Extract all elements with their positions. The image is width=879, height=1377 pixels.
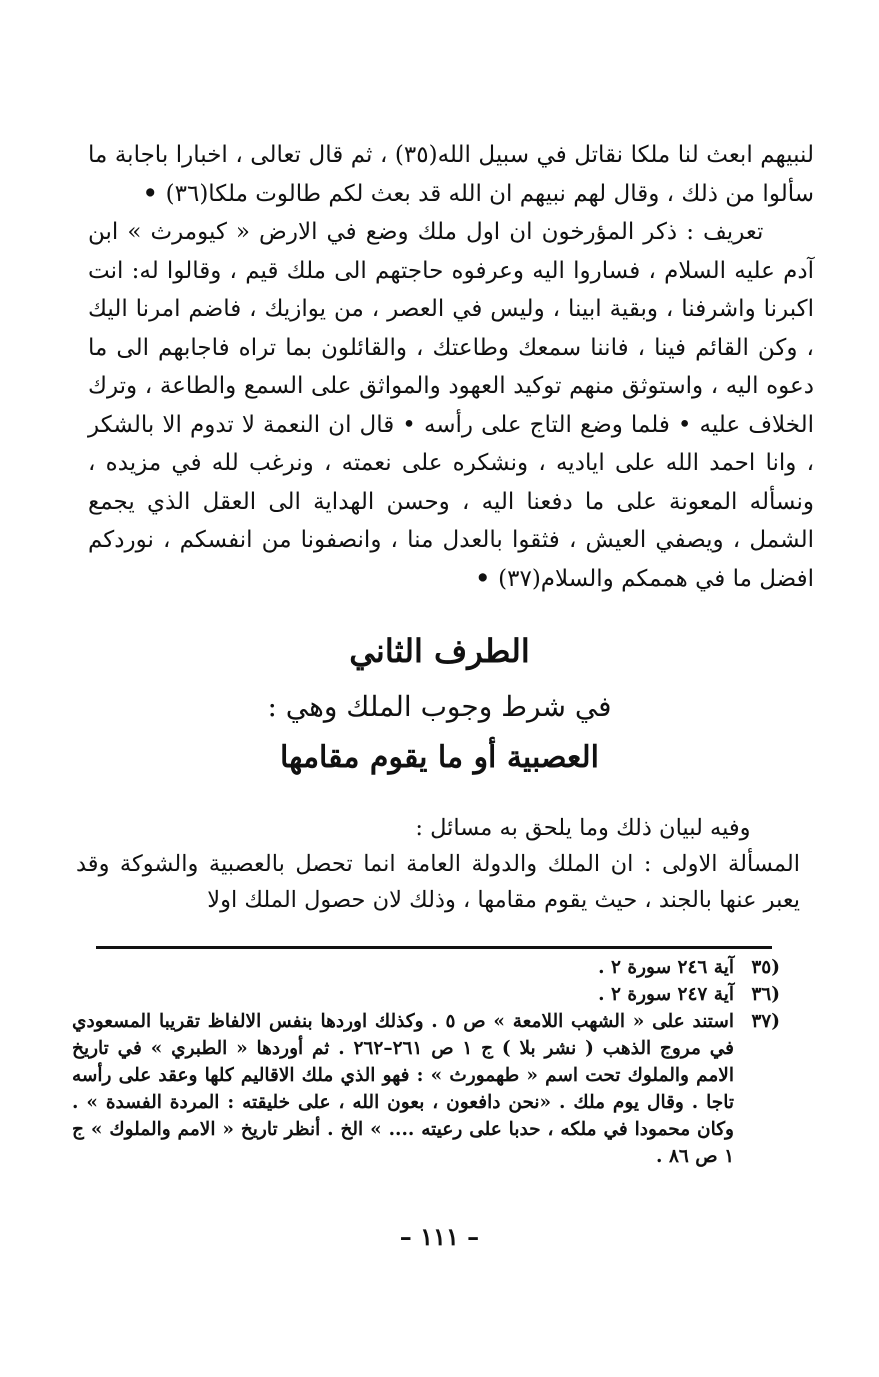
footnote-text: استند على « الشهب اللامعة » ص ٥ . وكذلك اوردها بنفس الالفاظ تقريبا المسعودي في مروج الذهب ( نشر بلا ) ج ١ ص ٢٦١–٢٦٢ . ثم أوردها « الطبري » في تاريخ الامم والملوك تحت اسم « طهمورث » : فهو الذي ملك الاقاليم كلها وعقد على رأسه تاجا . وقال يوم ملك . «نحن دافعون ، بعون الله ، على خليقته : المردة الفسدة » . وكان محمودا في ملكه ، حدبا على رعيته .... » الخ . أنظر تاريخ « الامم والملوك » ج ١ ص ٨٦ . bbox=[72, 1011, 734, 1167]
footnote bbox=[72, 954, 780, 981]
footnote bbox=[72, 1008, 780, 1170]
footnote-text: آية ٢٤٦ سورة ٢ . bbox=[598, 957, 734, 978]
paragraph-intro: وفيه لبيان ذلك وما يلحق به مسائل : bbox=[415, 815, 751, 841]
end-mark: • bbox=[475, 564, 499, 592]
section-heading: العصبية أو ما يقوم مقامها bbox=[280, 740, 599, 775]
section-subtitle: في شرط وجوب الملك وهي : bbox=[267, 690, 612, 723]
end-mark: • bbox=[142, 179, 166, 207]
main-text-2 bbox=[76, 810, 800, 918]
paragraph-issue-one: المسألة الاولى : ان الملك والدولة العامة انما تحصل بالعصبية والشوكة وقد يعبر عنها بالجند ، حيث يقوم مقامها ، وذلك لان حصول الملك اولا bbox=[76, 851, 800, 913]
paragraph-verse: لنبيهم ابعث لنا ملكا نقاتل في سبيل الله(٣٥) ، ثم قال تعالى ، اخبارا باجابة ما سألوا من ذلك ، وقال لهم نبيهم ان الله قد بعث لكم طالوت ملكا(٣٦) • bbox=[88, 142, 814, 207]
page-number: – ١١١ – bbox=[399, 1222, 480, 1251]
paragraph-definition: تعريف : ذكر المؤرخون ان اول ملك وضع في الارض « كيومرث » ابن آدم عليه السلام ، فساروا اليه وعرفوه حاجتهم الى ملك قيم ، وقالوا له: انت اكبرنا واشرفنا ، وبقية ابينا ، وليس في العصر ، من يوازيك ، فاضم امرنا اليك ، وكن القائم فينا ، فاننا سمعك وطاعتك ، والقائلون بما تراه فاجابهم الى ما دعوه اليه ، واستوثق منهم توكيد العهود والمواثق على السمع والطاعة ، وترك الخلاف عليه • فلما وضع التاج على رأسه • قال ان النعمة لا تدوم الا بالشكر ، وانا احمد الله على اياديه ، ونشكره على نعمته ، ونرغب لله في مزيده ، ونسأله المعونة على ما دفعنا اليه ، وحسن الهداية الى العقل الذي يجمع الشمل ، ويصفي العيش ، فثقوا بالعدل منا ، وانصفونا من انفسكم ، نوردكم افضل ما في هممكم والسلام(٣٧) • bbox=[88, 219, 814, 592]
footnote-number: (٣٧ bbox=[751, 1011, 780, 1032]
footnote-divider bbox=[96, 946, 772, 949]
footnote bbox=[72, 981, 780, 1008]
main-text bbox=[88, 136, 814, 598]
footnotes bbox=[72, 954, 780, 1170]
footnote-text: آية ٢٤٧ سورة ٢ . bbox=[598, 984, 734, 1005]
section-title: الطرف الثاني bbox=[349, 632, 530, 670]
footnote-number: (٣٦ bbox=[751, 984, 780, 1005]
footnote-number: (٣٥ bbox=[751, 957, 780, 978]
